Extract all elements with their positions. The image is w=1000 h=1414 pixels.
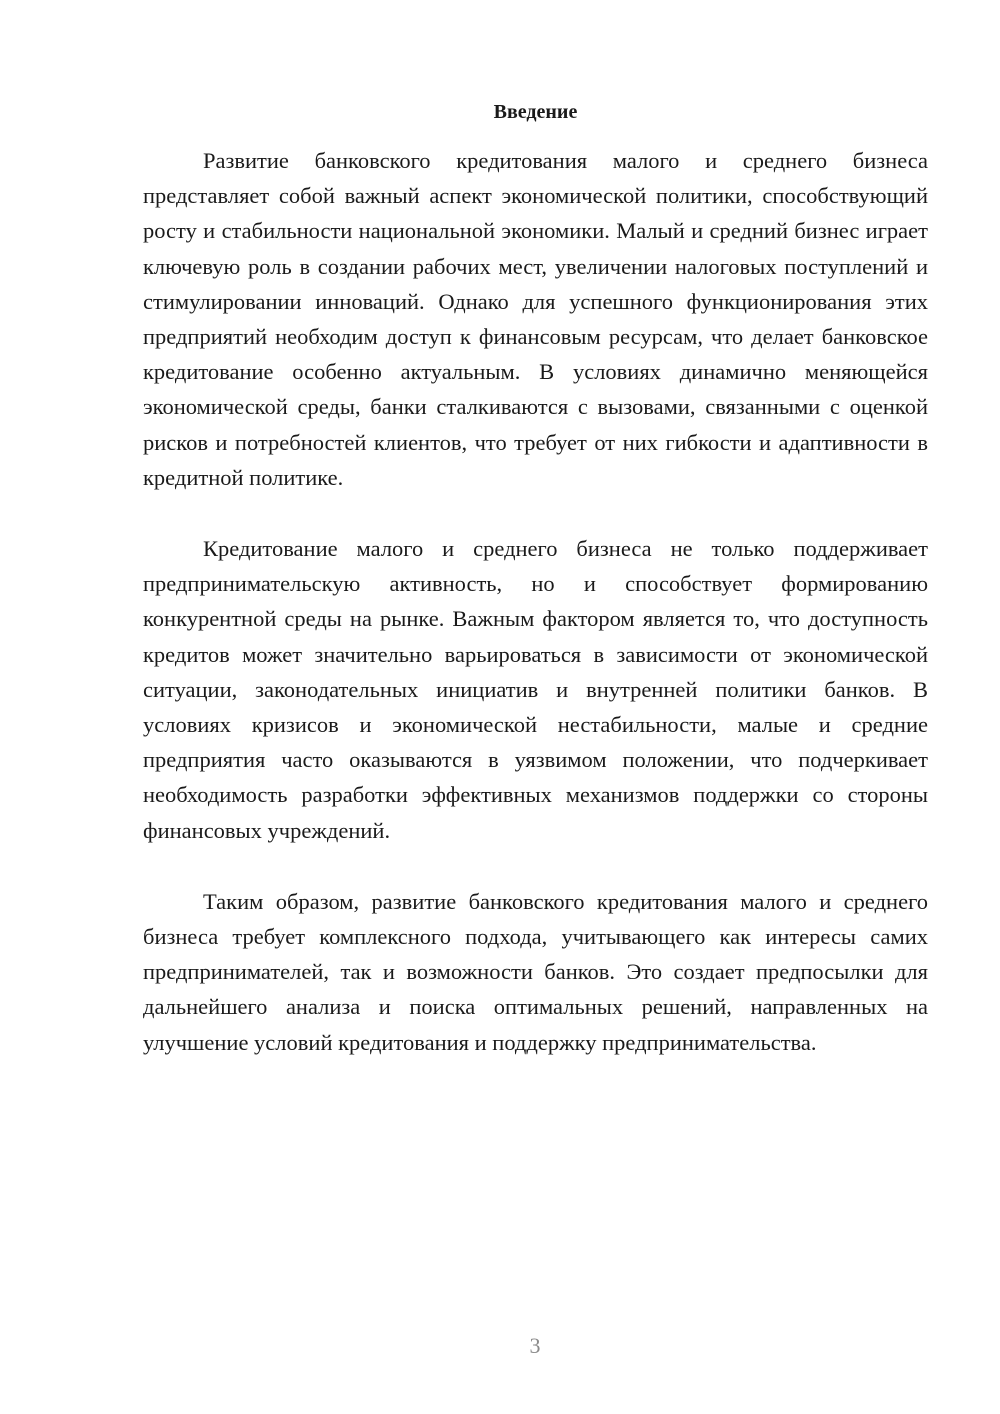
paragraph-2: Кредитование малого и среднего бизнеса не только поддерживает предпринимательскую активность, но и способствует формированию конкурентной среды на рынке. Важным фактором является то, что доступность кредитов может значительно варьироваться в зависимости от экономической ситуации, законодательных инициатив и внутренней политики банков. В условиях кризисов и экономической нестабильности, малые и средние предприятия часто оказываются в уязвимом положении, что подчеркивает необходимость разработки эффективных механизмов поддержки со стороны финансовых учреждений.: [143, 536, 928, 843]
section-heading: Введение: [493, 101, 578, 123]
page-number: 3: [529, 1333, 541, 1358]
paragraph-1: Развитие банковского кредитования малого и среднего бизнеса представляет собой важный аспект экономической политики, способствующий росту и стабильности национальной экономики. Малый и средний бизнес играет ключевую роль в создании рабочих мест, увеличении налоговых поступлений и стимулировании инноваций. Однако для успешного функционирования этих предприятий необходим доступ к финансовым ресурсам, что делает банковское кредитование особенно актуальным. В условиях динамично меняющейся экономической среды, банки сталкиваются с вызовами, связанными с оценкой рисков и потребностей клиентов, что требует от них гибкости и адаптивности в кредитной политике.: [143, 148, 928, 490]
paragraph-3: Таким образом, развитие банковского кредитования малого и среднего бизнеса требует комплексного подхода, учитывающего как интересы самих предпринимателей, так и возможности банков. Это создает предпосылки для дальнейшего анализа и поиска оптимальных решений, направленных на улучшение условий кредитования и поддержку предпринимательства.: [143, 888, 928, 1055]
body-text: [143, 143, 928, 1096]
